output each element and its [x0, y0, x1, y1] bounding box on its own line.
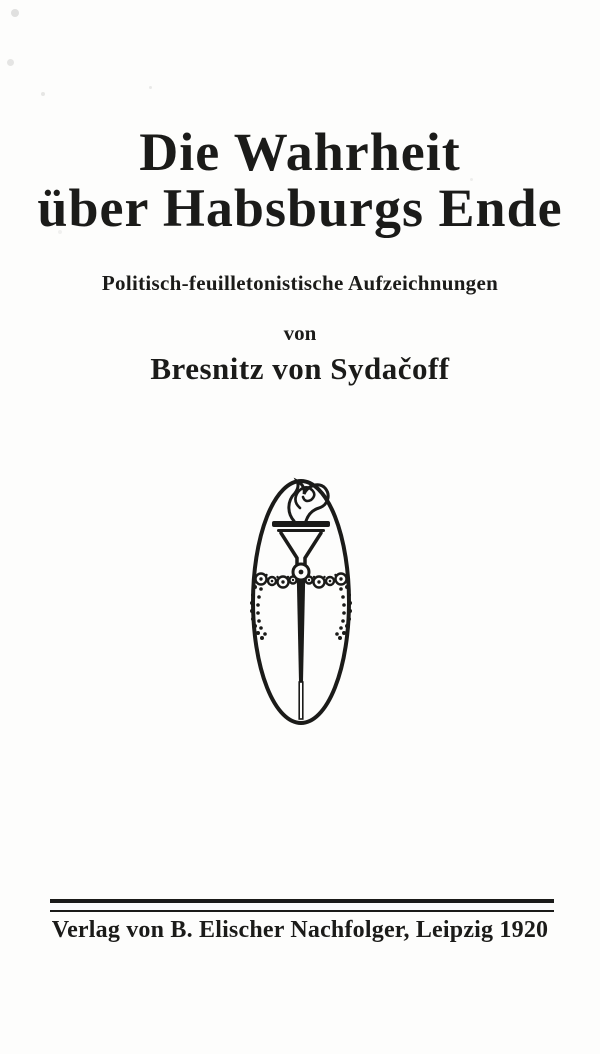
- imprint-rule-thick: [50, 899, 554, 903]
- torch-garland-oval-emblem-icon: [241, 476, 361, 728]
- torch-cup: [281, 533, 321, 566]
- paper-speck: [149, 86, 152, 89]
- author-name: Bresnitz von Sydačoff: [150, 351, 450, 386]
- imprint-rule-thin: [50, 910, 554, 912]
- torch-handle: [297, 564, 306, 682]
- paper-speck: [41, 92, 45, 96]
- torch-flame-icon: [289, 481, 328, 521]
- torch-handle-tip: [299, 682, 303, 719]
- paper-speck: [11, 9, 19, 17]
- book-title-line-1: Die Wahrheit: [139, 122, 461, 182]
- book-subtitle: Politisch-feuilletonistische Aufzeichnungen: [101, 271, 499, 295]
- byline-von: von: [283, 321, 317, 345]
- book-title-line-2: über Habsburgs Ende: [37, 178, 563, 238]
- torch-rim: [272, 521, 330, 527]
- publisher-imprint: Verlag von B. Elischer Nachfolger, Leipzig 1920: [51, 917, 549, 943]
- torch-rim-lower: [277, 529, 325, 532]
- paper-speck: [7, 59, 14, 66]
